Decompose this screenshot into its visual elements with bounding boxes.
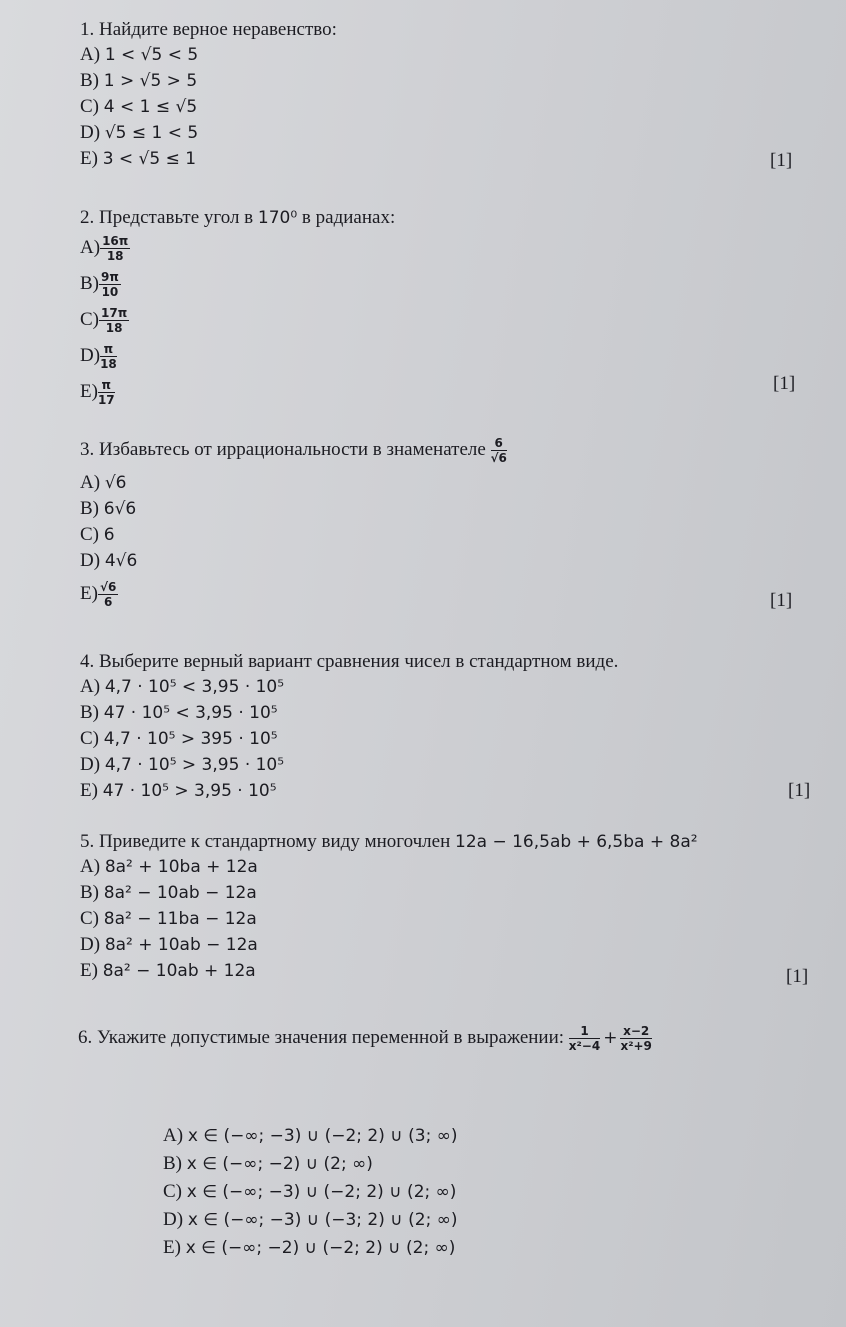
question-3-title: 3. Избавьтесь от иррациональности в знаменателе $\frac{6}{√6}$ [80, 436, 507, 466]
q6-option-d: D) x ∈ (−∞; −3) ∪ (−3; 2) ∪ (2; ∞) [163, 1209, 458, 1230]
q6-option-b: B) x ∈ (−∞; −2) ∪ (2; ∞) [163, 1153, 373, 1174]
q2-mark: [1] [773, 373, 796, 394]
q1-option-c: C) 4 < 1 ≤ √5 [80, 96, 198, 117]
q3-option-b: B) 6√6 [80, 498, 137, 519]
question-4 [80, 650, 820, 804]
q6-fraction-2: $\frac{x-2}{\text{x²+9}}$ [620, 1024, 652, 1054]
q5-option-c: C) 8a² − 11ba − 12a [80, 908, 257, 929]
question-2-title: 2. Представьте угол в 170⁰ в радианах: [80, 207, 396, 228]
q4-option-b: B) 47 · 10⁵ < 3,95 · 10⁵ [80, 702, 278, 723]
q4-option-c: C) 4,7 · 10⁵ > 395 · 10⁵ [80, 728, 278, 749]
question-3 [80, 430, 820, 614]
q1-mark: [1] [770, 150, 793, 171]
q4-option-d: D) 4,7 · 10⁵ > 3,95 · 10⁵ [80, 754, 285, 775]
q2-option-a-fraction: $\frac{16\pi}{18}$ [102, 234, 129, 264]
q6-option-a: A) x ∈ (−∞; −3) ∪ (−2; 2) ∪ (3; ∞) [163, 1125, 458, 1146]
q1-option-d: D) √5 ≤ 1 < 5 [80, 122, 199, 143]
q3-option-c: C) 6 [80, 524, 115, 545]
q3-option-a: A) √6 [80, 472, 127, 493]
q2-option-b: B) $\frac{9\pi}{10}$ [80, 270, 119, 300]
q5-option-e: E) 8a² − 10ab + 12a [80, 960, 256, 981]
q4-option-a: A) 4,7 · 10⁵ < 3,95 · 10⁵ [80, 676, 285, 697]
q5-option-d: D) 8a² + 10ab − 12a [80, 934, 258, 955]
question-5-title: 5. Приведите к стандартному виду многочлен 12a − 16,5ab + 6,5ba + 8a² [80, 831, 698, 852]
q4-mark: [1] [788, 780, 811, 801]
question-1-title: 1. Найдите верное неравенство: [80, 19, 337, 40]
q6-option-e: E) x ∈ (−∞; −2) ∪ (−2; 2) ∪ (2; ∞) [163, 1237, 456, 1258]
question-1 [80, 18, 820, 172]
q2-option-c: C) $\frac{17\pi}{18}$ [80, 306, 128, 336]
q2-option-b-fraction: $\frac{9\pi}{10}$ [101, 270, 119, 300]
q3-option-d: D) 4√6 [80, 550, 138, 571]
question-6-title: 6. Укажите допустимые значения переменной в выражении: $\frac{1}{\text{x²−4}}$ + $\frac{x-2}{\text{x²+9}}$ [78, 1024, 652, 1054]
question-6 [78, 1018, 818, 1058]
q6-fraction-1: $\frac{1}{\text{x²−4}}$ [568, 1024, 601, 1054]
q1-option-e: E) 3 < √5 ≤ 1 [80, 148, 197, 169]
q1-option-a: A) 1 < √5 < 5 [80, 44, 199, 65]
q5-option-b: B) 8a² − 10ab − 12a [80, 882, 257, 903]
q2-option-e-fraction: $\frac{\pi}{17}$ [97, 378, 115, 408]
q6-option-c: C) x ∈ (−∞; −3) ∪ (−2; 2) ∪ (2; ∞) [163, 1181, 457, 1202]
q2-option-c-fraction: $\frac{17\pi}{18}$ [101, 306, 128, 336]
q1-option-b: B) 1 > √5 > 5 [80, 70, 198, 91]
q6-options [163, 1122, 458, 1262]
question-4-title: 4. Выберите верный вариант сравнения чисел в стандартном виде. [80, 651, 619, 672]
q2-option-d: D) $\frac{\pi}{18}$ [80, 342, 117, 372]
question-5 [80, 830, 820, 984]
q2-option-a: A) $\frac{16\pi}{18}$ [80, 234, 129, 264]
q3-title-fraction: $\frac{6}{√6}$ [490, 436, 507, 466]
q4-option-e: E) 47 · 10⁵ > 3,95 · 10⁵ [80, 780, 277, 801]
q2-option-d-fraction: $\frac{\pi}{18}$ [100, 342, 117, 372]
q5-option-a: A) 8a² + 10ba + 12a [80, 856, 258, 877]
q3-option-e-fraction: $\frac{√6}{6}$ [99, 580, 117, 610]
q5-mark: [1] [786, 966, 809, 987]
q3-option-e: E) $\frac{√6}{6}$ [80, 580, 117, 610]
q3-mark: [1] [770, 590, 793, 611]
q2-option-e: E) $\frac{\pi}{17}$ [80, 378, 115, 408]
question-2 [80, 206, 820, 410]
